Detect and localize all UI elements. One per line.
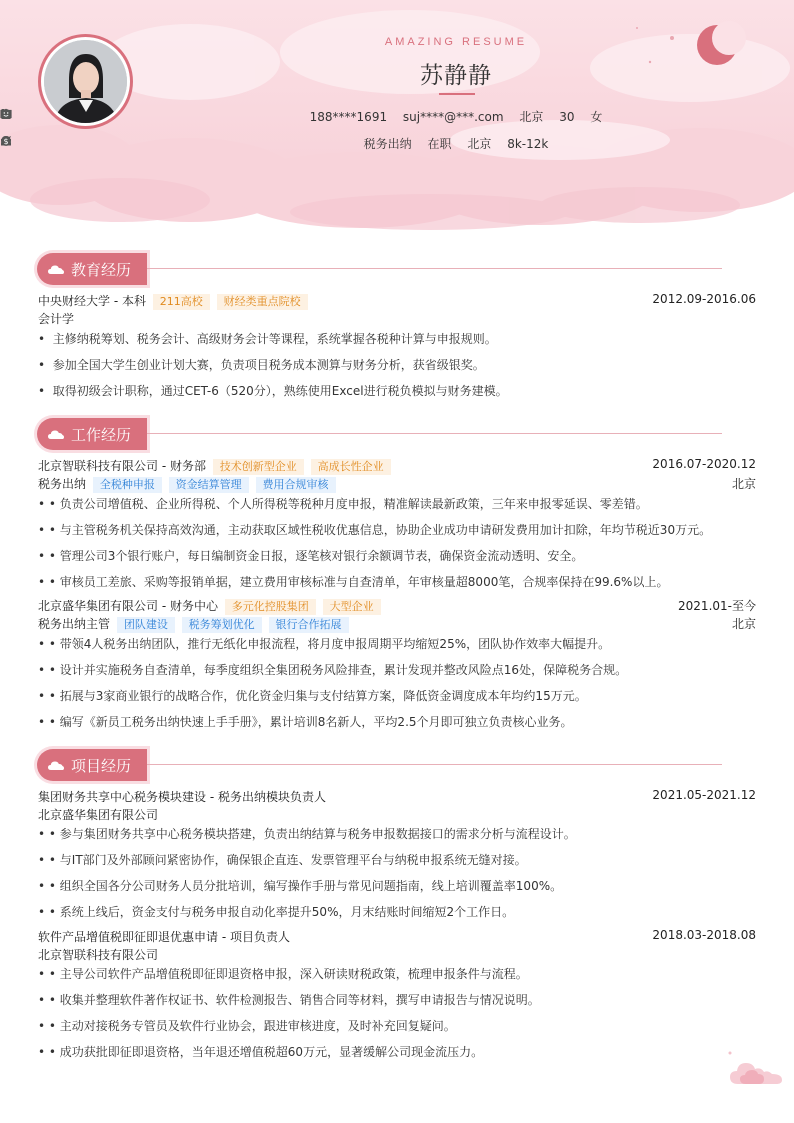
role-tag: 费用合规审核 — [256, 477, 336, 493]
name-underline — [439, 93, 475, 95]
job-role: 税务出纳 — [38, 477, 87, 491]
section-title-work — [37, 418, 147, 450]
education-header — [38, 292, 756, 310]
list-item: • • 带领4人税务出纳团队，推行无纸化申报流程，将月度申报周期平均缩短25%，团队协作效率大幅提升。 — [38, 637, 611, 651]
status-item — [428, 135, 452, 152]
role-tag: 资金结算管理 — [169, 477, 249, 493]
company-tag: 高成长性企业 — [311, 459, 391, 475]
list-item: • • 与主管税务机关保持高效沟通，主动获取区域性税收优惠信息，协助企业成功申请研发费用加计扣除，年均节税近30万元。 — [38, 523, 712, 537]
company-tag: 技术创新型企业 — [213, 459, 304, 475]
company-name: 北京盛华集团有限公司 - 财务中心 — [38, 599, 218, 613]
education-date: 2012.09-2016.06 — [652, 292, 756, 306]
cloud-icon — [48, 760, 64, 770]
section-title-text: 项目经历 — [71, 756, 132, 775]
company-name: 北京智联科技有限公司 - 财务部 — [38, 459, 206, 473]
gender-item — [590, 108, 602, 125]
project-date: 2018.03-2018.08 — [652, 928, 756, 942]
city-text: 北京 — [519, 110, 544, 124]
list-item: • • 组织全国各分公司财务人员分批培训，编写操作手册与常见问题指南，线上培训覆盖率100%。 — [38, 879, 563, 893]
role-tag: 税务筹划优化 — [182, 617, 262, 633]
role-tag: 全税种申报 — [93, 477, 162, 493]
role-tag: 银行合作拓展 — [269, 617, 349, 633]
target-city-item — [467, 135, 491, 152]
job-header — [38, 597, 756, 615]
money-icon — [0, 135, 12, 147]
smile-icon — [0, 108, 12, 120]
project-date: 2021.05-2021.12 — [652, 788, 756, 802]
list-item: • • 编写《新员工税务出纳快速上手手册》，累计培训8名新人，平均2.5个月即可独立负责核心业务。 — [38, 715, 573, 729]
job-role: 税务出纳主管 — [38, 617, 111, 631]
job-location: 北京 — [731, 617, 756, 631]
list-item: • • 拓展与3家商业银行的战略合作，优化资金归集与支付结算方案，降低资金调度成本年均约15万元。 — [38, 689, 587, 703]
cloud-icon — [48, 264, 64, 274]
list-item: • • 审核员工差旅、采购等报销单据，建立费用审核标准与自查清单，年审核量超8000笔，合规率保持在99.6%以上。 — [38, 575, 669, 589]
email-item — [403, 110, 504, 124]
list-item: • • 主导公司软件产品增值税即征即退资格申报，深入研读财税政策，梳理申报条件与流程。 — [38, 967, 528, 981]
resume-header — [0, 0, 794, 232]
project-name: 软件产品增值税即征即退优惠申请 - 项目负责人 — [38, 930, 290, 944]
header-subtitle: AMAZING RESUME — [384, 36, 528, 48]
section-title-projects — [37, 749, 147, 781]
salary-text: 8k-12k — [507, 137, 549, 151]
candidate-name: 苏静静 — [420, 63, 492, 89]
contact-info-row — [0, 108, 794, 125]
project-name: 集团财务共享中心税务模块建设 - 税务出纳模块负责人 — [38, 790, 326, 804]
cloud-icon — [48, 429, 64, 439]
job-header — [38, 457, 756, 475]
decorative-cloud-icon — [726, 1050, 786, 1086]
project-org: 北京智联科技有限公司 — [38, 948, 159, 962]
target-city-text: 北京 — [467, 137, 492, 151]
school-tag: 211高校 — [153, 294, 210, 310]
project-org: 北京盛华集团有限公司 — [38, 808, 159, 822]
project-header — [38, 928, 756, 945]
list-item: • • 管理公司3个银行账户，每日编制资金日报，逐笔核对银行余额调节表，确保资金流动透明、安全。 — [38, 549, 584, 563]
job-role-row — [38, 615, 756, 633]
age-item — [559, 110, 574, 124]
gender-text: 女 — [590, 110, 603, 124]
job-date: 2021.01-至今 — [678, 599, 756, 613]
email-text: suj****@***.com — [402, 110, 504, 124]
section-title-education — [37, 253, 147, 285]
school-name: 中央财经大学 - 本科 — [38, 294, 146, 308]
city-item — [519, 108, 543, 125]
list-item: • • 与IT部门及外部顾问紧密协作，确保银企直连、发票管理平台与纳税申报系统无缝对接。 — [38, 853, 527, 867]
job-location: 北京 — [731, 477, 756, 491]
list-item: • • 收集并整理软件著作权证书、软件检测报告、销售合同等材料，撰写申请报告与情况说明。 — [38, 993, 540, 1007]
section-title-text: 工作经历 — [71, 425, 132, 444]
list-item: • 取得初级会计职称，通过CET-6（520分），熟练使用Excel进行税负模拟与财务建模。 — [38, 384, 508, 398]
list-item: • • 参与集团财务共享中心税务模块搭建，负责出纳结算与税务申报数据接口的需求分析与流程设计。 — [38, 827, 576, 841]
school-tag: 财经类重点院校 — [217, 294, 308, 310]
age-text: 30 — [559, 110, 575, 124]
job-date: 2016.07-2020.12 — [652, 457, 756, 471]
section-divider — [147, 268, 722, 269]
status-text: 在职 — [427, 137, 452, 151]
phone-text: 188****1691 — [309, 110, 388, 124]
major: 会计学 — [38, 312, 75, 326]
list-item: • 参加全国大学生创业计划大赛，负责项目税务成本测算与财务分析，获省级银奖。 — [38, 358, 485, 372]
target-job-text: 税务出纳 — [363, 137, 412, 151]
target-job-item — [364, 135, 412, 152]
list-item: • • 负责公司增值税、企业所得税、个人所得税等税种月度申报，精准解读最新政策，三年来申报零延误、零差错。 — [38, 497, 648, 511]
phone-item — [310, 110, 387, 124]
list-item: • • 成功获批即征即退资格，当年退还增值税超60万元，显著缓解公司现金流压力。 — [38, 1045, 484, 1059]
role-tag: 团队建设 — [117, 617, 175, 633]
job-intention-row — [0, 135, 794, 152]
list-item: • 主修纳税筹划、税务会计、高级财务会计等课程，系统掌握各税种计算与申报规则。 — [38, 332, 497, 346]
section-title-text: 教育经历 — [71, 260, 132, 279]
section-divider — [147, 433, 722, 434]
svg-text:$: $ — [3, 136, 9, 146]
company-tag: 大型企业 — [323, 599, 381, 615]
company-tag: 多元化控股集团 — [225, 599, 316, 615]
list-item: • • 主动对接税务专管员及软件行业协会，跟进审核进度，及时补充回复疑问。 — [38, 1019, 456, 1033]
section-divider — [147, 764, 722, 765]
project-header — [38, 788, 756, 805]
job-role-row — [38, 475, 756, 493]
list-item: • • 设计并实施税务自查清单，每季度组织全集团税务风险排查，累计发现并整改风险点16处，保障税务合规。 — [38, 663, 628, 677]
list-item: • • 系统上线后，资金支付与税务申报自动化率提升50%，月末结账时间缩短2个工作日。 — [38, 905, 515, 919]
